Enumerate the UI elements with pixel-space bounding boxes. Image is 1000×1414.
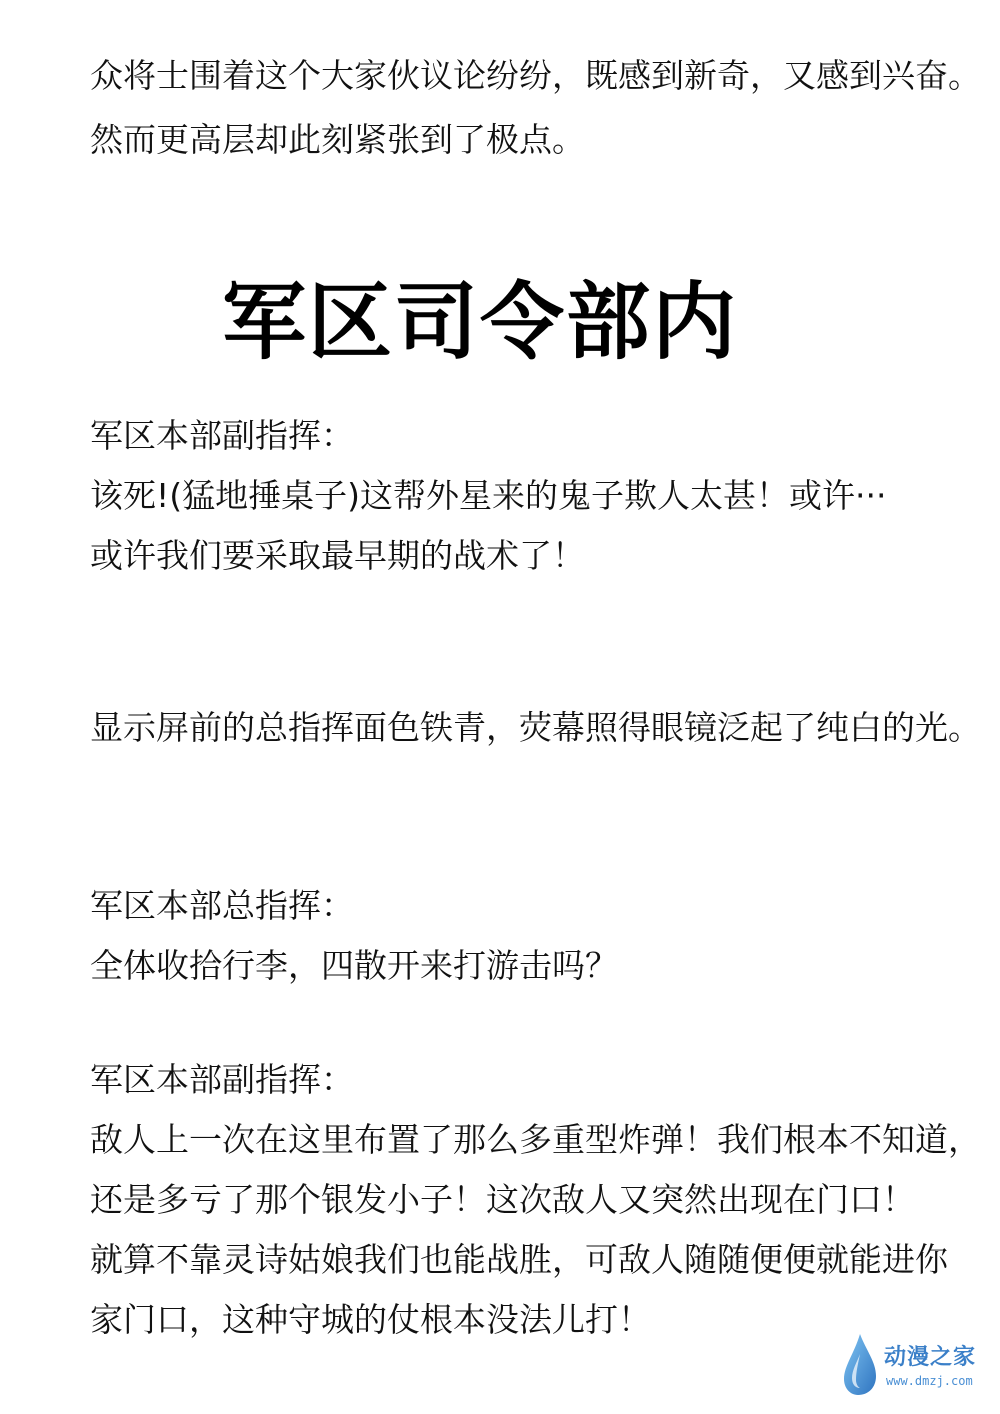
dialogue-1-line-1: 该死!(猛地捶桌子)这帮外星来的鬼子欺人太甚！或许··· <box>90 476 887 515</box>
dialogue-3-speaker: 军区本部副指挥： <box>90 1060 354 1099</box>
dialogue-2-speaker: 军区本部总指挥： <box>90 886 354 925</box>
dialogue-2-line-1: 全体收拾行李，四散开来打游击吗？ <box>90 946 618 985</box>
watermark-brand: 动漫之家 <box>884 1345 977 1370</box>
scene-heading: 军区司令部内 <box>221 273 738 371</box>
narration-line-1: 众将士围着这个大家伙议论纷纷，既感到新奇，又感到兴奋。 <box>90 56 981 95</box>
narration-2: 显示屏前的总指挥面色铁青，荧幕照得眼镜泛起了纯白的光。 <box>90 708 981 747</box>
dialogue-3-line-3: 就算不靠灵诗姑娘我们也能战胜，可敌人随随便便就能进你 <box>90 1240 948 1279</box>
watermark-logo <box>840 1332 980 1398</box>
water-drop-icon <box>840 1332 880 1398</box>
narration-line-2: 然而更高层却此刻紧张到了极点。 <box>90 120 585 159</box>
watermark-url: www.dmzj.com <box>886 1374 973 1388</box>
dialogue-3-line-1: 敌人上一次在这里布置了那么多重型炸弹！我们根本不知道， <box>90 1120 981 1159</box>
dialogue-1-speaker: 军区本部副指挥： <box>90 416 354 455</box>
dialogue-3-line-4: 家门口，这种守城的仗根本没法儿打！ <box>90 1300 651 1339</box>
dialogue-3-line-2: 还是多亏了那个银发小子！这次敌人又突然出现在门口！ <box>90 1180 915 1219</box>
dialogue-1-line-2: 或许我们要采取最早期的战术了！ <box>90 536 585 575</box>
